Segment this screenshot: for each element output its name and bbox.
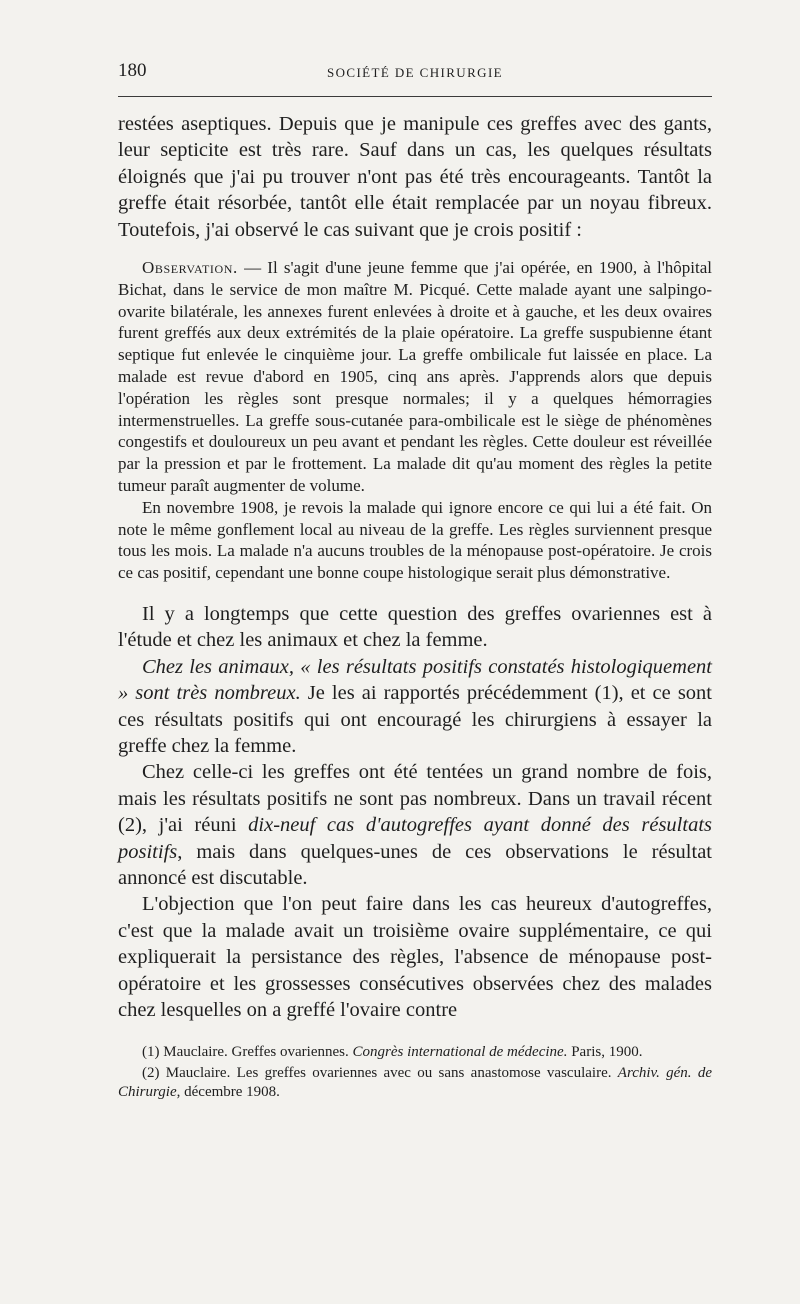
observation-heading: Observation. — [142, 258, 238, 278]
discussion-p3-text-a: Chez celle-ci les greffes ont été tentées un grand nombre de fois, mais les résultats positifs ne sont pas nombreux. Dans un travail récent (2), j'ai réuni — [118, 761, 712, 837]
discussion-paragraph-2 — [118, 654, 712, 760]
page-number: 180 — [118, 60, 147, 81]
footnote-text: Paris, 1900. — [567, 1044, 643, 1061]
footnote-italic: Archiv. gén. de Chirurgie — [118, 1065, 712, 1100]
discussion-p3-italic: dix-neuf cas d'autogreffes ayant donné des résultats positifs — [118, 814, 712, 863]
discussion-section — [118, 601, 712, 1024]
book-page — [118, 58, 712, 1102]
discussion-p2-text: Je les ai rapportés précédemment (1), et ce sont ces résultats positifs qui ont encouragé les chirurgiens à essayer la greffe chez la femme. — [118, 682, 712, 758]
discussion-paragraph-3 — [118, 759, 712, 891]
observation-followup: En novembre 1908, je revois la malade qui ignore encore ce qui lui a été fait. On note le même gonflement local au niveau de la greffe. Les règles surviennent presque tous les mois. La malade n'a aucuns troubles de la ménopause post-opératoire. Je crois ce cas positif, cependant une bonne coupe histologique serait plus démonstrative. — [118, 497, 712, 583]
discussion-paragraph-1: Il y a longtemps que cette question des greffes ovariennes est à l'étude et chez les animaux et chez la femme. — [118, 602, 712, 652]
footnote-text: , décembre 1908. — [176, 1083, 280, 1100]
footnote-marker: (2) — [142, 1065, 160, 1082]
footnote-1 — [118, 1043, 712, 1062]
footnote-2 — [118, 1064, 712, 1101]
footnote-marker: (1) — [142, 1044, 160, 1061]
footnotes — [118, 1043, 712, 1101]
observation-section — [118, 257, 712, 584]
discussion-paragraph-4: L'objection que l'on peut faire dans les cas heureux d'autogreffes, c'est que la malade avait un troisième ovaire supplémentaire, ce qui expliquerait la persistance des règles, l'absence de ménopause post-opératoire et les grossesses consécutives observées chez des malades chez lesquelles on a greffé l'ovaire contre — [118, 893, 712, 1022]
observation-paragraph — [118, 257, 712, 497]
discussion-p2-italic: Chez les animaux, « les résultats positifs constatés histologiquement » sont très nombreux. — [118, 655, 712, 705]
intro-paragraph: restées aseptiques. Depuis que je manipule ces greffes avec des gants, leur septicite est très rare. Sauf dans un cas, les quelques résultats éloignés que j'ai pu trouver n'ont pas été très encourageants. Tantôt la greffe était résorbée, tantôt elle était remplacée par un noyau fibreux. Toutefois, j'ai observé le cas suivant que je crois positif : — [118, 113, 712, 241]
header-rule — [118, 96, 712, 97]
observation-text: — Il s'agit d'une jeune femme que j'ai opérée, en 1900, à l'hôpital Bichat, dans le service de mon maître M. Picqué. Cette malade ayant une salpingo-ovarite bilatérale, les annexes furent enlevées à droite et à gauche, et les deux ovaires furent greffés aux deux extrémités de la plaie opératoire. La greffe suspubienne étant septique fut enlevée le cinquième jour. La greffe ombilicale fut laissée en place. La malade est revue d'abord en 1905, cinq ans après. J'apprends alors que depuis l'opération les règles sont presque normales; il y a quelques hémorragies intermenstruelles. La greffe sous-cutanée para-ombilicale est le siège de phénomènes congestifs et douloureux un peu avant et pendant les règles. Cette douleur est réveillée par la pression et par le frottement. La malade dit qu'au moment des règles la petite tumeur paraît augmenter de volume. — [118, 258, 712, 495]
intro-section — [118, 111, 712, 243]
running-title: SOCIÉTÉ DE CHIRURGIE — [326, 65, 504, 80]
discussion-p3-text-b: , mais dans quelques-unes de ces observations le résultat annoncé est discutable. — [118, 840, 712, 890]
footnote-text: Mauclaire. Greffes ovariennes. — [159, 1044, 353, 1061]
footnote-text: Mauclaire. Les greffes ovariennes avec ou sans anastomose vasculaire. — [159, 1065, 618, 1082]
page-header — [118, 58, 712, 86]
footnote-italic: Congrès international de médecine. — [352, 1044, 568, 1061]
